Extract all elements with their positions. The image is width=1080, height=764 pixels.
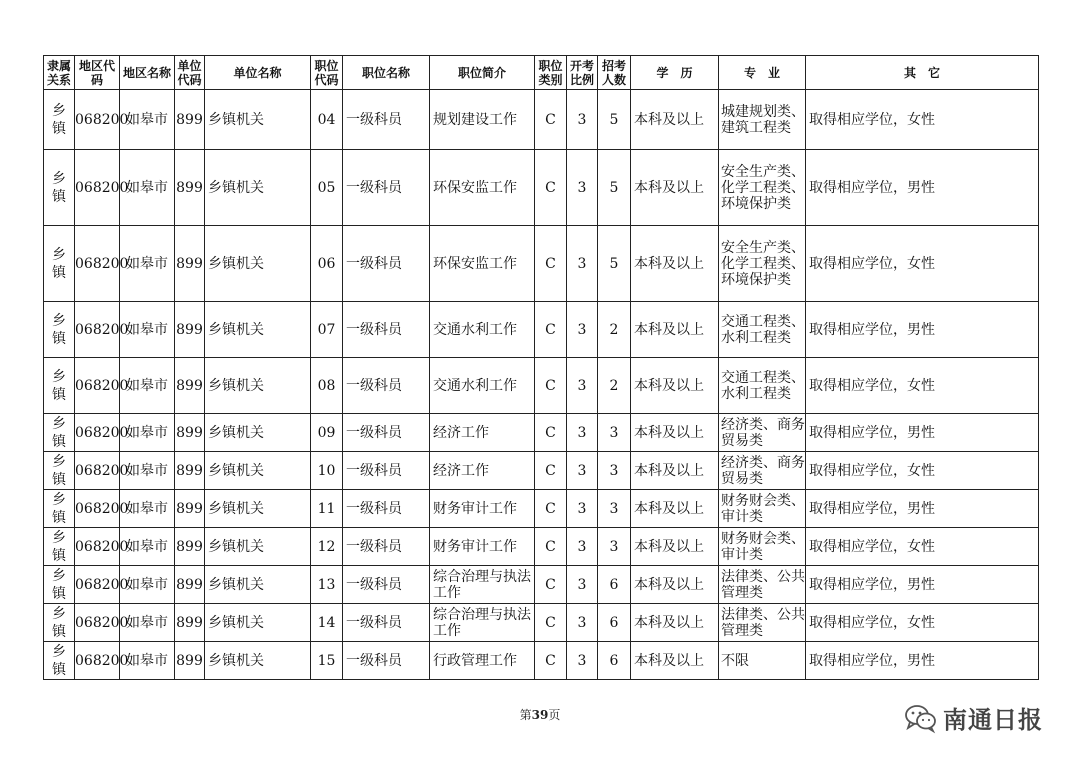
table-cell: 068200 xyxy=(75,528,120,566)
table-cell: 综合治理与执法工作 xyxy=(430,604,535,642)
table-cell: 乡镇机关 xyxy=(205,528,311,566)
table-cell: 乡镇 xyxy=(44,642,75,680)
table-cell: 乡镇机关 xyxy=(205,604,311,642)
table-cell: 068200 xyxy=(75,358,120,414)
table-cell: C xyxy=(535,566,567,604)
table-cell: 899 xyxy=(175,528,205,566)
header-cell: 职位名称 xyxy=(343,56,430,90)
table-cell: 如皋市 xyxy=(120,358,175,414)
table-cell: C xyxy=(535,302,567,358)
table-cell: 一级科员 xyxy=(343,302,430,358)
table-cell: 财务审计工作 xyxy=(430,490,535,528)
table-cell: 如皋市 xyxy=(120,528,175,566)
table-cell: C xyxy=(535,642,567,680)
table-cell: C xyxy=(535,414,567,452)
table-cell: 3 xyxy=(598,414,631,452)
table-cell: 如皋市 xyxy=(120,302,175,358)
table-cell: 乡镇机关 xyxy=(205,226,311,302)
table-cell: 如皋市 xyxy=(120,414,175,452)
table-cell: 规划建设工作 xyxy=(430,90,535,150)
header-cell: 单位代码 xyxy=(175,56,205,90)
header-cell: 招考人数 xyxy=(598,56,631,90)
table-cell: 本科及以上 xyxy=(631,414,719,452)
table-cell: C xyxy=(535,150,567,226)
table-cell: 乡镇机关 xyxy=(205,150,311,226)
table-cell: C xyxy=(535,528,567,566)
table-cell: 本科及以上 xyxy=(631,90,719,150)
table-cell: 财务财会类、审计类 xyxy=(719,490,806,528)
table-cell: 11 xyxy=(311,490,343,528)
table-cell: 取得相应学位，男性 xyxy=(806,490,1039,528)
table-cell: 14 xyxy=(311,604,343,642)
table-cell: 068200 xyxy=(75,90,120,150)
table-cell: 06 xyxy=(311,226,343,302)
table-cell: 乡镇 xyxy=(44,226,75,302)
table-cell: 一级科员 xyxy=(343,566,430,604)
table-cell: 乡镇 xyxy=(44,302,75,358)
table-cell: 10 xyxy=(311,452,343,490)
table-row xyxy=(44,226,1039,302)
table-cell: C xyxy=(535,452,567,490)
table-cell: 08 xyxy=(311,358,343,414)
table-cell: 09 xyxy=(311,414,343,452)
table-cell: 899 xyxy=(175,90,205,150)
header-cell: 学 历 xyxy=(631,56,719,90)
table-cell: 3 xyxy=(567,90,598,150)
table-cell: 交通水利工作 xyxy=(430,302,535,358)
table-cell: 899 xyxy=(175,490,205,528)
table-cell: 不限 xyxy=(719,642,806,680)
table-cell: 本科及以上 xyxy=(631,302,719,358)
table-cell: 一级科员 xyxy=(343,642,430,680)
table-cell: 899 xyxy=(175,604,205,642)
table-cell: C xyxy=(535,604,567,642)
table-cell: 一级科员 xyxy=(343,414,430,452)
table-cell: 取得相应学位，女性 xyxy=(806,358,1039,414)
table-cell: 本科及以上 xyxy=(631,150,719,226)
table-cell: 3 xyxy=(567,452,598,490)
header-cell: 职位简介 xyxy=(430,56,535,90)
table-cell: 乡镇 xyxy=(44,90,75,150)
table-cell: 5 xyxy=(598,90,631,150)
table-row xyxy=(44,642,1039,680)
table-cell: 2 xyxy=(598,302,631,358)
table-cell: 15 xyxy=(311,642,343,680)
table-cell: 交通工程类、水利工程类 xyxy=(719,358,806,414)
table-cell: 6 xyxy=(598,566,631,604)
table-cell: 068200 xyxy=(75,452,120,490)
table-row xyxy=(44,604,1039,642)
table-cell: 乡镇机关 xyxy=(205,490,311,528)
table-cell: 如皋市 xyxy=(120,604,175,642)
table-cell: 财务财会类、审计类 xyxy=(719,528,806,566)
table-cell: 5 xyxy=(598,150,631,226)
header-cell: 专 业 xyxy=(719,56,806,90)
table-cell: 取得相应学位，女性 xyxy=(806,604,1039,642)
table-cell: 3 xyxy=(567,528,598,566)
table-cell: 本科及以上 xyxy=(631,528,719,566)
table-cell: 乡镇 xyxy=(44,604,75,642)
table-cell: 13 xyxy=(311,566,343,604)
table-cell: 取得相应学位，男性 xyxy=(806,566,1039,604)
table-cell: 乡镇机关 xyxy=(205,452,311,490)
table-cell: 取得相应学位，男性 xyxy=(806,414,1039,452)
table-cell: 如皋市 xyxy=(120,490,175,528)
table-cell: 3 xyxy=(567,414,598,452)
table-cell: 899 xyxy=(175,150,205,226)
table-cell: 城建规划类、建筑工程类 xyxy=(719,90,806,150)
table-cell: 安全生产类、化学工程类、环境保护类 xyxy=(719,150,806,226)
table-cell: 本科及以上 xyxy=(631,642,719,680)
table-cell: 取得相应学位，男性 xyxy=(806,150,1039,226)
table-cell: 交通工程类、水利工程类 xyxy=(719,302,806,358)
table-cell: 如皋市 xyxy=(120,566,175,604)
table-cell: 3 xyxy=(567,226,598,302)
table-cell: 一级科员 xyxy=(343,150,430,226)
page-number: 第39页 xyxy=(519,708,561,722)
table-cell: 本科及以上 xyxy=(631,566,719,604)
table-cell: 5 xyxy=(598,226,631,302)
table-cell: 2 xyxy=(598,358,631,414)
table-cell: 取得相应学位，女性 xyxy=(806,528,1039,566)
table-cell: 3 xyxy=(567,150,598,226)
table-cell: 一级科员 xyxy=(343,358,430,414)
table-cell: C xyxy=(535,358,567,414)
table-cell: 068200 xyxy=(75,150,120,226)
table-row xyxy=(44,358,1039,414)
table-cell: 乡镇机关 xyxy=(205,358,311,414)
table-cell: 本科及以上 xyxy=(631,226,719,302)
table-cell: 经济工作 xyxy=(430,452,535,490)
table-cell: 法律类、公共管理类 xyxy=(719,566,806,604)
header-cell: 其 它 xyxy=(806,56,1039,90)
table-cell: 一级科员 xyxy=(343,528,430,566)
table-cell: 一级科员 xyxy=(343,90,430,150)
table-cell: 乡镇 xyxy=(44,452,75,490)
table-cell: 3 xyxy=(598,490,631,528)
table-cell: 一级科员 xyxy=(343,604,430,642)
table-cell: 如皋市 xyxy=(120,90,175,150)
table-cell: 3 xyxy=(567,604,598,642)
table-cell: 经济工作 xyxy=(430,414,535,452)
table-cell: 068200 xyxy=(75,566,120,604)
table-cell: 如皋市 xyxy=(120,226,175,302)
table-row xyxy=(44,150,1039,226)
table-cell: 899 xyxy=(175,566,205,604)
table-cell: 3 xyxy=(567,358,598,414)
table-cell: 乡镇 xyxy=(44,150,75,226)
table-cell: 04 xyxy=(311,90,343,150)
table-cell: 068200 xyxy=(75,490,120,528)
brand-name: 南通日报 xyxy=(943,706,1043,734)
table-cell: 本科及以上 xyxy=(631,452,719,490)
table-cell: 交通水利工作 xyxy=(430,358,535,414)
table-cell: 068200 xyxy=(75,642,120,680)
header-row xyxy=(44,56,1039,90)
table-cell: 乡镇 xyxy=(44,566,75,604)
table-cell: 899 xyxy=(175,226,205,302)
table-cell: 取得相应学位，女性 xyxy=(806,452,1039,490)
table-cell: 乡镇 xyxy=(44,358,75,414)
table-cell: 12 xyxy=(311,528,343,566)
table-cell: C xyxy=(535,490,567,528)
table-cell: 3 xyxy=(567,302,598,358)
header-cell: 开考比例 xyxy=(567,56,598,90)
header-cell: 职位类别 xyxy=(535,56,567,90)
table-cell: 综合治理与执法工作 xyxy=(430,566,535,604)
table-cell: 一级科员 xyxy=(343,452,430,490)
table-cell: 乡镇机关 xyxy=(205,90,311,150)
table-cell: 899 xyxy=(175,358,205,414)
table-cell: 3 xyxy=(567,490,598,528)
table-cell: 068200 xyxy=(75,226,120,302)
table-cell: 取得相应学位，男性 xyxy=(806,642,1039,680)
table-cell: 068200 xyxy=(75,414,120,452)
table-row xyxy=(44,566,1039,604)
table-cell: 经济类、商务贸易类 xyxy=(719,452,806,490)
table-cell: 乡镇 xyxy=(44,414,75,452)
table-cell: 3 xyxy=(567,566,598,604)
table-cell: 899 xyxy=(175,302,205,358)
table-cell: 6 xyxy=(598,642,631,680)
table-cell: 乡镇机关 xyxy=(205,642,311,680)
table-cell: 如皋市 xyxy=(120,150,175,226)
table-cell: 068200 xyxy=(75,604,120,642)
table-cell: 899 xyxy=(175,642,205,680)
table-cell: 一级科员 xyxy=(343,226,430,302)
header-cell: 地区代码 xyxy=(75,56,120,90)
table-cell: 环保安监工作 xyxy=(430,150,535,226)
table-cell: C xyxy=(535,226,567,302)
table-cell: 行政管理工作 xyxy=(430,642,535,680)
table-cell: C xyxy=(535,90,567,150)
table-cell: 07 xyxy=(311,302,343,358)
table-cell: 乡镇 xyxy=(44,490,75,528)
table-cell: 乡镇机关 xyxy=(205,566,311,604)
table-row xyxy=(44,90,1039,150)
table-cell: 安全生产类、化学工程类、环境保护类 xyxy=(719,226,806,302)
wechat-icon xyxy=(905,704,937,732)
table-cell: 本科及以上 xyxy=(631,358,719,414)
table-cell: 899 xyxy=(175,414,205,452)
table-cell: 899 xyxy=(175,452,205,490)
table-cell: 如皋市 xyxy=(120,452,175,490)
table-cell: 乡镇机关 xyxy=(205,302,311,358)
table-cell: 3 xyxy=(598,528,631,566)
table-row xyxy=(44,302,1039,358)
table-cell: 取得相应学位，男性 xyxy=(806,302,1039,358)
table-cell: 本科及以上 xyxy=(631,604,719,642)
table-cell: 如皋市 xyxy=(120,642,175,680)
header-cell: 单位名称 xyxy=(205,56,311,90)
table-row xyxy=(44,490,1039,528)
table-cell: 法律类、公共管理类 xyxy=(719,604,806,642)
table-cell: 乡镇 xyxy=(44,528,75,566)
table-cell: 本科及以上 xyxy=(631,490,719,528)
table-cell: 取得相应学位，女性 xyxy=(806,90,1039,150)
table-cell: 068200 xyxy=(75,302,120,358)
table-row xyxy=(44,528,1039,566)
table-cell: 05 xyxy=(311,150,343,226)
table-cell: 环保安监工作 xyxy=(430,226,535,302)
header-cell: 地区名称 xyxy=(120,56,175,90)
table-cell: 乡镇机关 xyxy=(205,414,311,452)
header-cell: 职位代码 xyxy=(311,56,343,90)
table-cell: 3 xyxy=(598,452,631,490)
table-row xyxy=(44,414,1039,452)
table-cell: 财务审计工作 xyxy=(430,528,535,566)
table-row xyxy=(44,452,1039,490)
brand-watermark xyxy=(905,700,1043,735)
table-cell: 6 xyxy=(598,604,631,642)
header-cell: 隶属关系 xyxy=(44,56,75,90)
table-cell: 经济类、商务贸易类 xyxy=(719,414,806,452)
recruitment-table xyxy=(43,55,1039,680)
table-cell: 3 xyxy=(567,642,598,680)
table-cell: 取得相应学位，女性 xyxy=(806,226,1039,302)
table-cell: 一级科员 xyxy=(343,490,430,528)
